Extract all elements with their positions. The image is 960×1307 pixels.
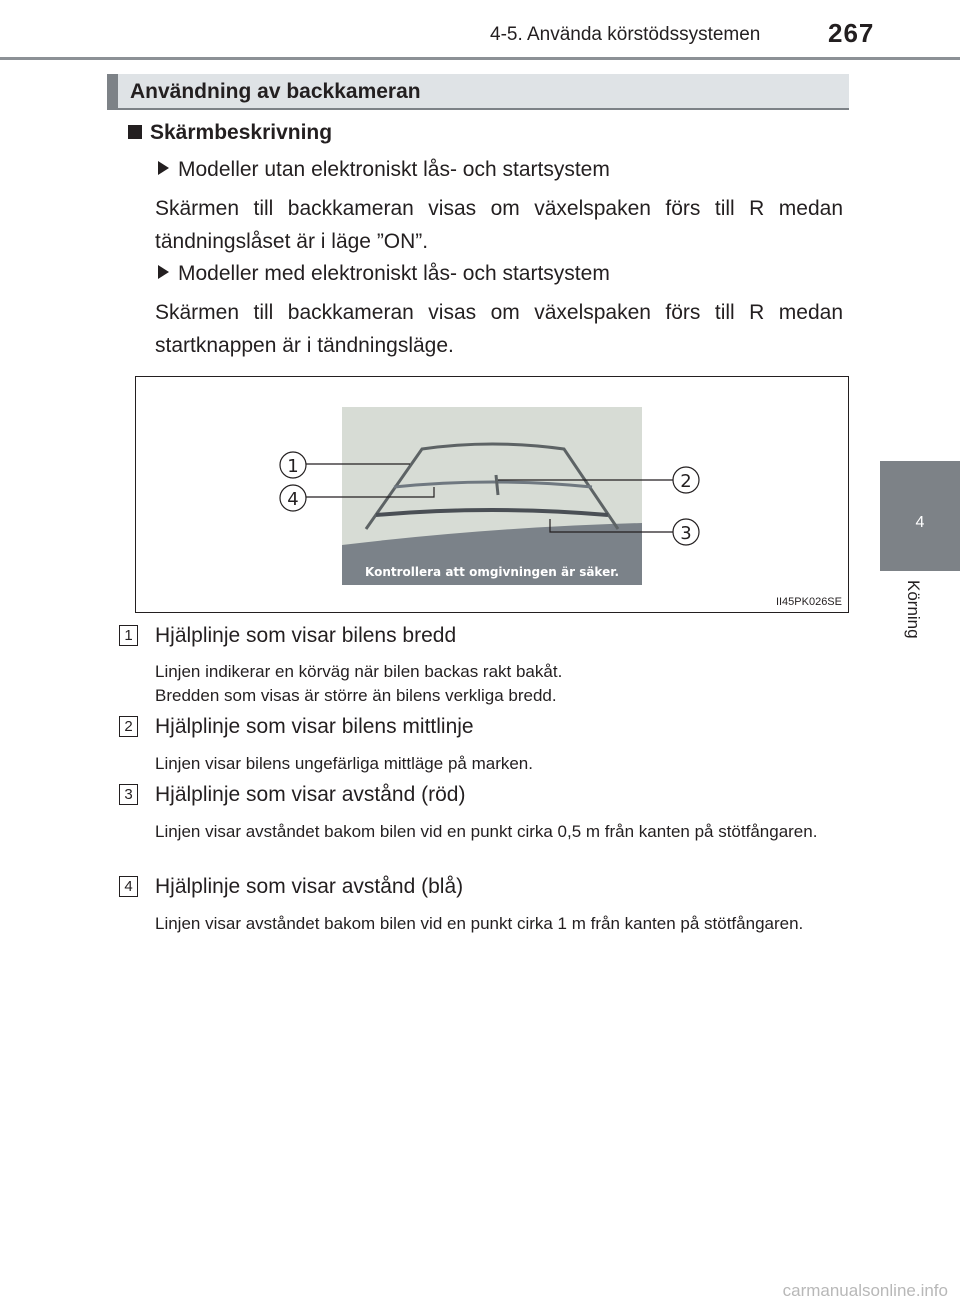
item-1-line-2: Bredden som visas är större än bilens verkliga bredd. bbox=[155, 686, 557, 705]
item-4-number: 4 bbox=[119, 876, 138, 897]
item-3-line-1: Linjen visar avståndet bakom bilen vid en punkt cirka 0,5 m från kanten på stötfångaren. bbox=[155, 822, 818, 841]
item-2-title: Hjälplinje som visar bilens mittlinje bbox=[155, 715, 474, 738]
running-header-section: 4-5. Använda körstödssystemen bbox=[490, 24, 761, 45]
item-2-line-1: Linjen visar bilens ungefärliga mittläge på marken. bbox=[155, 754, 533, 773]
page-number: 267 bbox=[828, 18, 875, 48]
section-heading bbox=[107, 74, 849, 110]
callout-2-label: 2 bbox=[680, 471, 692, 492]
item-1-line-1: Linjen indikerar en körväg när bilen backas rakt bakåt. bbox=[155, 662, 563, 681]
item-4-line-1: Linjen visar avståndet bakom bilen vid en punkt cirka 1 m från kanten på stötfångaren. bbox=[155, 914, 804, 933]
item-3-description bbox=[155, 820, 843, 844]
model-bullet-2-title: Modeller med elektroniskt lås- och startsystem bbox=[178, 262, 610, 285]
triangle-bullet-icon bbox=[158, 265, 169, 279]
chapter-tab-label: Körning bbox=[904, 580, 923, 639]
figure-code: II45PK026SE bbox=[775, 596, 842, 608]
callout-3-label: 3 bbox=[680, 523, 692, 544]
model-bullet-1-text: Skärmen till backkameran visas om växelspaken förs till R medan tändningslåset är i läge ”ON”. bbox=[155, 197, 843, 253]
model-bullet-2-text: Skärmen till backkameran visas om växelspaken förs till R medan startknappen är i tändningsläge. bbox=[155, 301, 843, 357]
header-rule bbox=[0, 57, 960, 60]
screen-message: Kontrollera att omgivningen är säker. bbox=[365, 565, 619, 579]
watermark: carmanualsonline.info bbox=[782, 1281, 948, 1300]
item-3-title: Hjälplinje som visar avstånd (röd) bbox=[155, 783, 466, 806]
item-1-number: 1 bbox=[119, 625, 138, 646]
vehicle-center-guide-line bbox=[496, 475, 498, 495]
item-4-description bbox=[155, 912, 843, 936]
callout-1-label: 1 bbox=[287, 456, 299, 477]
triangle-bullet-icon bbox=[158, 161, 169, 175]
model-bullet-2 bbox=[158, 262, 610, 286]
subheading bbox=[128, 121, 332, 145]
chapter-tab-number: 4 bbox=[915, 514, 925, 531]
item-1-description bbox=[155, 660, 843, 708]
subheading-text: Skärmbeskrivning bbox=[150, 121, 333, 144]
square-bullet-icon bbox=[128, 125, 142, 139]
item-1-title: Hjälplinje som visar bilens bredd bbox=[155, 624, 457, 647]
model-bullet-1-title: Modeller utan elektroniskt lås- och startsystem bbox=[178, 158, 610, 181]
callout-4-label: 4 bbox=[287, 489, 299, 510]
model-bullet-1 bbox=[158, 158, 610, 182]
item-3-number: 3 bbox=[119, 784, 138, 805]
item-4-title: Hjälplinje som visar avstånd (blå) bbox=[155, 875, 464, 898]
item-2-description bbox=[155, 752, 843, 776]
camera-screen-illustration bbox=[136, 377, 848, 612]
section-heading-text: Användning av backkameran bbox=[130, 80, 421, 103]
item-2-number: 2 bbox=[119, 716, 138, 737]
backup-camera-figure bbox=[135, 376, 849, 613]
